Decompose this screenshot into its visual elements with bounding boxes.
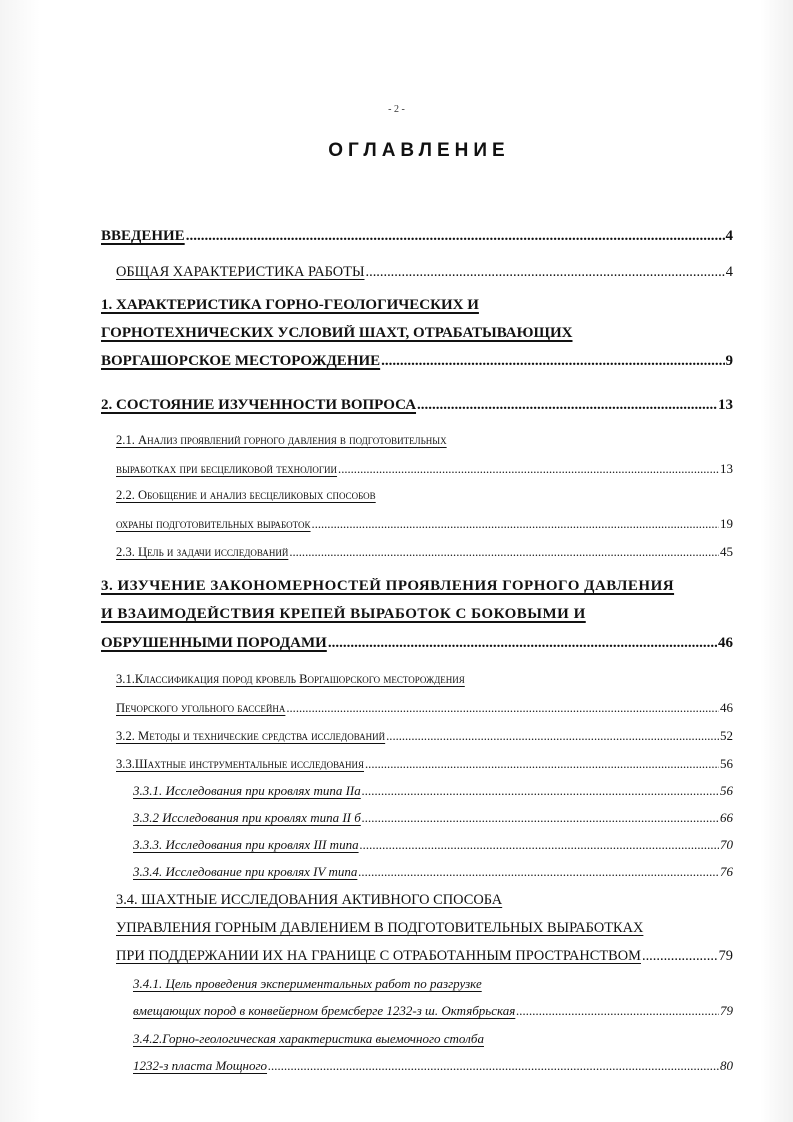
toc-page-number: 52 — [720, 728, 733, 743]
toc-entry-text: 3.3.2 Исследования при кровлях типа II б — [133, 810, 361, 825]
toc-entry-3-3-4[interactable] — [133, 864, 733, 880]
toc-leader-dots — [365, 757, 719, 772]
toc-entry-text: ГОРНОТЕХНИЧЕСКИХ УСЛОВИЙ ШАХТ, ОТРАБАТЫВАЮЩИХ — [101, 325, 573, 341]
toc-page-number: 56 — [720, 756, 733, 771]
toc-page-number: 79 — [718, 948, 733, 964]
toc-entry-text: 3.4.1. Цель проведения экспериментальных работ по разгрузке — [133, 976, 482, 991]
toc-entry-chapter-1-line-3[interactable] — [101, 353, 733, 370]
toc-entry-3-3-2[interactable] — [133, 810, 733, 826]
toc-entry-2-1-line-1[interactable] — [116, 433, 733, 448]
toc-leader-dots — [338, 462, 719, 477]
toc-entry-text: 1232-з пласта Мощного — [133, 1058, 268, 1073]
toc-entry-text: 3.2. Методы и технические средства исследований — [116, 729, 386, 743]
page-number: - 2 - — [388, 104, 405, 115]
toc-entry-text: ОБЩАЯ ХАРАКТЕРИСТИКА РАБОТЫ — [116, 264, 365, 280]
toc-entry-3-4-1-line-1[interactable] — [133, 976, 733, 992]
toc-entry-text: 3.4. ШАХТНЫЕ ИССЛЕДОВАНИЯ АКТИВНОГО СПОСОБА — [116, 892, 503, 908]
toc-leader-dots — [186, 228, 725, 245]
toc-entry-text: выработках при бесцеликовой технологии — [116, 462, 338, 476]
toc-leader-dots — [268, 1058, 719, 1074]
toc-entry-text: ПРИ ПОДДЕРЖАНИИ ИХ НА ГРАНИЦЕ С ОТРАБОТАННЫМ ПРОСТРАНСТВОМ — [116, 948, 641, 964]
toc-page-number: 4 — [725, 264, 733, 280]
toc-entry-chapter-3-line-2[interactable] — [101, 606, 733, 623]
toc-leader-dots — [362, 810, 719, 826]
toc-entry-text: 3.3.4. Исследование при кровлях IV типа — [133, 864, 358, 879]
toc-entry-2-1-line-2[interactable] — [116, 461, 733, 477]
toc-entry-3-1-line-2[interactable] — [116, 700, 733, 716]
toc-entry-text: 2.1. Анализ проявлений горного давления в подготовительных — [116, 433, 447, 447]
toc-leader-dots — [417, 397, 717, 414]
toc-entry-chapter-2[interactable] — [101, 397, 733, 414]
toc-entry-3-4-2-line-1[interactable] — [133, 1031, 733, 1047]
toc-entry-text: Печорского угольного бассейна — [116, 701, 286, 715]
toc-entry-text: УПРАВЛЕНИЯ ГОРНЫМ ДАВЛЕНИЕМ В ПОДГОТОВИТЕЛЬНЫХ ВЫРАБОТКАХ — [116, 920, 644, 936]
toc-page-number: 79 — [720, 1003, 733, 1018]
toc-page-number: 56 — [720, 783, 733, 798]
toc-entry-3-4-1-line-2[interactable] — [133, 1003, 733, 1019]
toc-leader-dots — [516, 1003, 719, 1019]
toc-entry-2-2-line-1[interactable] — [116, 488, 733, 503]
toc-page-number: 46 — [720, 700, 733, 715]
toc-entry-text: 3.3.1. Исследования при кровлях типа IIа — [133, 783, 361, 798]
toc-entry-general[interactable] — [116, 264, 733, 281]
toc-entry-text: ВОРГАШОРСКОЕ МЕСТОРОЖДЕНИЕ — [101, 353, 381, 369]
toc-page-number: 70 — [720, 837, 733, 852]
toc-entry-2-2-line-2[interactable] — [116, 516, 733, 532]
toc-entry-text: ОБРУШЕННЫМИ ПОРОДАМИ — [101, 635, 327, 651]
toc-entry-chapter-1-line-2[interactable] — [101, 325, 733, 342]
toc-entry-introduction[interactable] — [101, 228, 733, 245]
toc-leader-dots — [286, 701, 719, 716]
toc-leader-dots — [362, 783, 719, 799]
toc-leader-dots — [381, 353, 724, 370]
toc-entry-text: 2.2. Обобщение и анализ бесцеликовых способов — [116, 488, 376, 502]
toc-entry-3-4-line-3[interactable] — [116, 948, 733, 965]
toc-entry-3-4-2-line-2[interactable] — [133, 1058, 733, 1074]
toc-entry-text: И ВЗАИМОДЕЙСТВИЯ КРЕПЕЙ ВЫРАБОТОК С БОКОВЫМИ И — [101, 606, 586, 622]
toc-entry-text: 2.3. Цель и задачи исследований — [116, 545, 289, 559]
toc-entry-text: ВВЕДЕНИЕ — [101, 228, 185, 244]
toc-page-number: 46 — [718, 635, 733, 651]
toc-entry-text: вмещающих пород в конвейерном бремсберге 1232-з ш. Октябрьская — [133, 1003, 516, 1018]
toc-page-number: 66 — [720, 810, 733, 825]
toc-entry-chapter-1-line-1[interactable] — [101, 297, 733, 314]
toc-entry-text: 3.3.Шахтные инструментальные исследования — [116, 757, 365, 771]
toc-entry-text: 1. ХАРАКТЕРИСТИКА ГОРНО-ГЕОЛОГИЧЕСКИХ И — [101, 297, 479, 313]
toc-page-number: 76 — [720, 864, 733, 879]
toc-entry-text: 3.3.3. Исследования при кровлях III типа — [133, 837, 359, 852]
toc-entry-text: 3.4.2.Горно-геологическая характеристика выемочного столба — [133, 1031, 484, 1046]
toc-entry-3-1-line-1[interactable] — [116, 672, 733, 687]
toc-entry-3-4-line-1[interactable] — [116, 892, 733, 909]
toc-entry-text: 3. ИЗУЧЕНИЕ ЗАКОНОМЕРНОСТЕЙ ПРОЯВЛЕНИЯ ГОРНОГО ДАВЛЕНИЯ — [101, 578, 675, 594]
toc-leader-dots — [360, 837, 719, 853]
page-title: ОГЛАВЛЕНИЕ — [328, 140, 510, 161]
toc-leader-dots — [289, 545, 719, 560]
toc-leader-dots — [366, 264, 725, 281]
toc-entry-3-3-3[interactable] — [133, 837, 733, 853]
toc-leader-dots — [312, 517, 719, 532]
toc-entry-3-3[interactable] — [116, 756, 733, 772]
toc-page-number: 9 — [725, 353, 733, 369]
toc-page-number: 13 — [718, 397, 733, 413]
toc-entry-3-3-1[interactable] — [133, 783, 733, 799]
toc-entry-text: 2. СОСТОЯНИЕ ИЗУЧЕННОСТИ ВОПРОСА — [101, 397, 417, 413]
toc-leader-dots — [386, 729, 719, 744]
toc-entry-2-3[interactable] — [116, 544, 733, 560]
toc-page-number: 4 — [725, 228, 733, 244]
toc-leader-dots — [328, 635, 717, 652]
toc-entry-chapter-3-line-3[interactable] — [101, 635, 733, 652]
toc-entry-3-4-line-2[interactable] — [116, 920, 733, 937]
toc-page-number: 45 — [720, 544, 733, 559]
toc-leader-dots — [358, 864, 719, 880]
toc-leader-dots — [642, 948, 718, 965]
toc-entry-text: 3.1.Классификация пород кровель Воргашорского месторождения — [116, 672, 465, 686]
toc-entry-3-2[interactable] — [116, 728, 733, 744]
toc-entry-chapter-3-line-1[interactable] — [101, 578, 733, 595]
toc-page-number: 13 — [720, 461, 733, 476]
toc-page-number: 19 — [720, 516, 733, 531]
toc-entry-text: охраны подготовительных выработок — [116, 517, 311, 531]
toc-page-number: 80 — [720, 1058, 733, 1073]
